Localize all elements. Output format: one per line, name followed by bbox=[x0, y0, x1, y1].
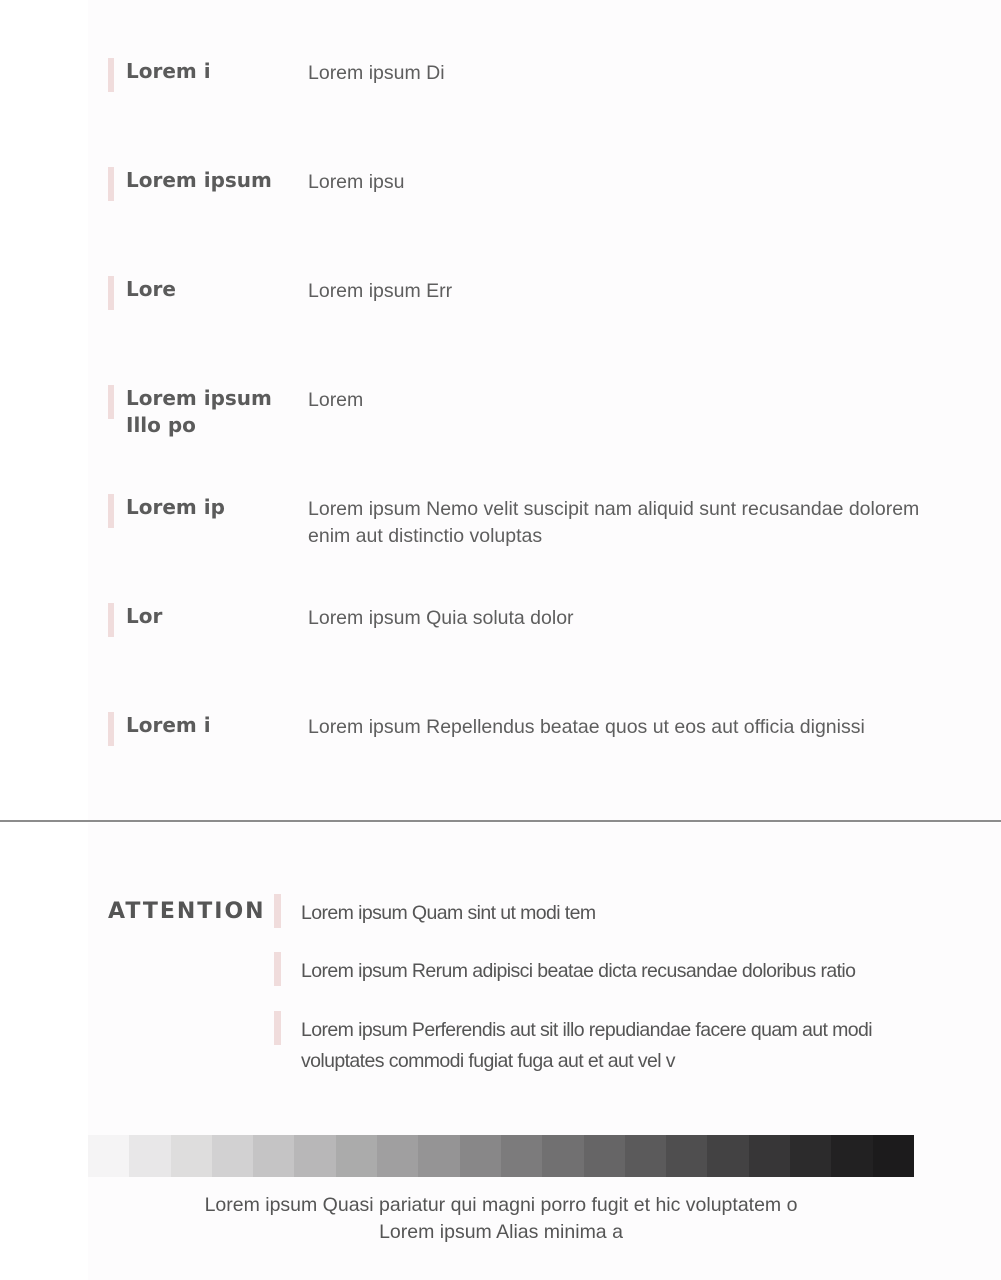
color-swatch bbox=[584, 1135, 625, 1177]
color-swatch bbox=[212, 1135, 253, 1177]
color-swatch bbox=[749, 1135, 790, 1177]
detail-value: Lorem ipsum Quia soluta dolor bbox=[308, 607, 574, 629]
detail-value: Lorem ipsum Di bbox=[308, 62, 445, 84]
caption-line-1: Lorem ipsum Quasi pariatur qui magni porro fugit et hic voluptatem o bbox=[204, 1194, 798, 1216]
color-swatch bbox=[666, 1135, 707, 1177]
detail-label: Lore bbox=[126, 277, 176, 301]
attention-item-text: Lorem ipsum Quam sint ut modi tem bbox=[301, 902, 596, 924]
caption bbox=[88, 1192, 914, 1246]
detail-value: Lorem ipsu bbox=[308, 171, 405, 193]
detail-label: Lorem ip bbox=[126, 495, 225, 519]
detail-value: Lorem bbox=[308, 389, 364, 411]
accent-bar bbox=[274, 1011, 281, 1045]
color-swatch bbox=[707, 1135, 748, 1177]
detail-value: Lorem ipsum Nemo velit suscipit nam aliquid sunt recusandae dolorem enim aut distinctio voluptas bbox=[308, 498, 920, 547]
section-divider bbox=[0, 820, 1001, 822]
accent-bar bbox=[108, 58, 114, 92]
accent-bar bbox=[108, 494, 114, 528]
grayscale-swatch-strip bbox=[88, 1135, 914, 1177]
color-swatch bbox=[88, 1135, 129, 1177]
accent-bar bbox=[108, 603, 114, 637]
accent-bar bbox=[108, 712, 114, 746]
attention-heading: ATTENTION bbox=[108, 899, 266, 924]
accent-bar bbox=[108, 167, 114, 201]
color-swatch bbox=[831, 1135, 872, 1177]
color-swatch bbox=[418, 1135, 459, 1177]
color-swatch bbox=[171, 1135, 212, 1177]
attention-item-text: Lorem ipsum Perferendis aut sit illo repudiandae facere quam aut modi voluptates commodi fugiat fuga aut et aut vel v bbox=[301, 1019, 873, 1072]
detail-value: Lorem ipsum Repellendus beatae quos ut eos aut officia dignissi bbox=[308, 716, 865, 738]
detail-label: Lorem i bbox=[126, 59, 211, 83]
detail-label: Lorem ipsum Illo po bbox=[126, 386, 272, 437]
accent-bar bbox=[108, 385, 114, 419]
color-swatch bbox=[129, 1135, 170, 1177]
color-swatch bbox=[542, 1135, 583, 1177]
color-swatch bbox=[460, 1135, 501, 1177]
accent-bar bbox=[274, 952, 281, 986]
detail-label: Lorem i bbox=[126, 713, 211, 737]
color-swatch bbox=[873, 1135, 914, 1177]
detail-label: Lorem ipsum bbox=[126, 168, 272, 192]
color-swatch bbox=[501, 1135, 542, 1177]
color-swatch bbox=[294, 1135, 335, 1177]
detail-value: Lorem ipsum Err bbox=[308, 280, 453, 302]
detail-label: Lor bbox=[126, 604, 163, 628]
accent-bar bbox=[108, 276, 114, 310]
color-swatch bbox=[253, 1135, 294, 1177]
color-swatch bbox=[790, 1135, 831, 1177]
caption-line-2: Lorem ipsum Alias minima a bbox=[379, 1221, 623, 1243]
color-swatch bbox=[377, 1135, 418, 1177]
color-swatch bbox=[336, 1135, 377, 1177]
color-swatch bbox=[625, 1135, 666, 1177]
accent-bar bbox=[274, 894, 281, 928]
attention-item-text: Lorem ipsum Rerum adipisci beatae dicta recusandae doloribus ratio bbox=[301, 960, 856, 982]
